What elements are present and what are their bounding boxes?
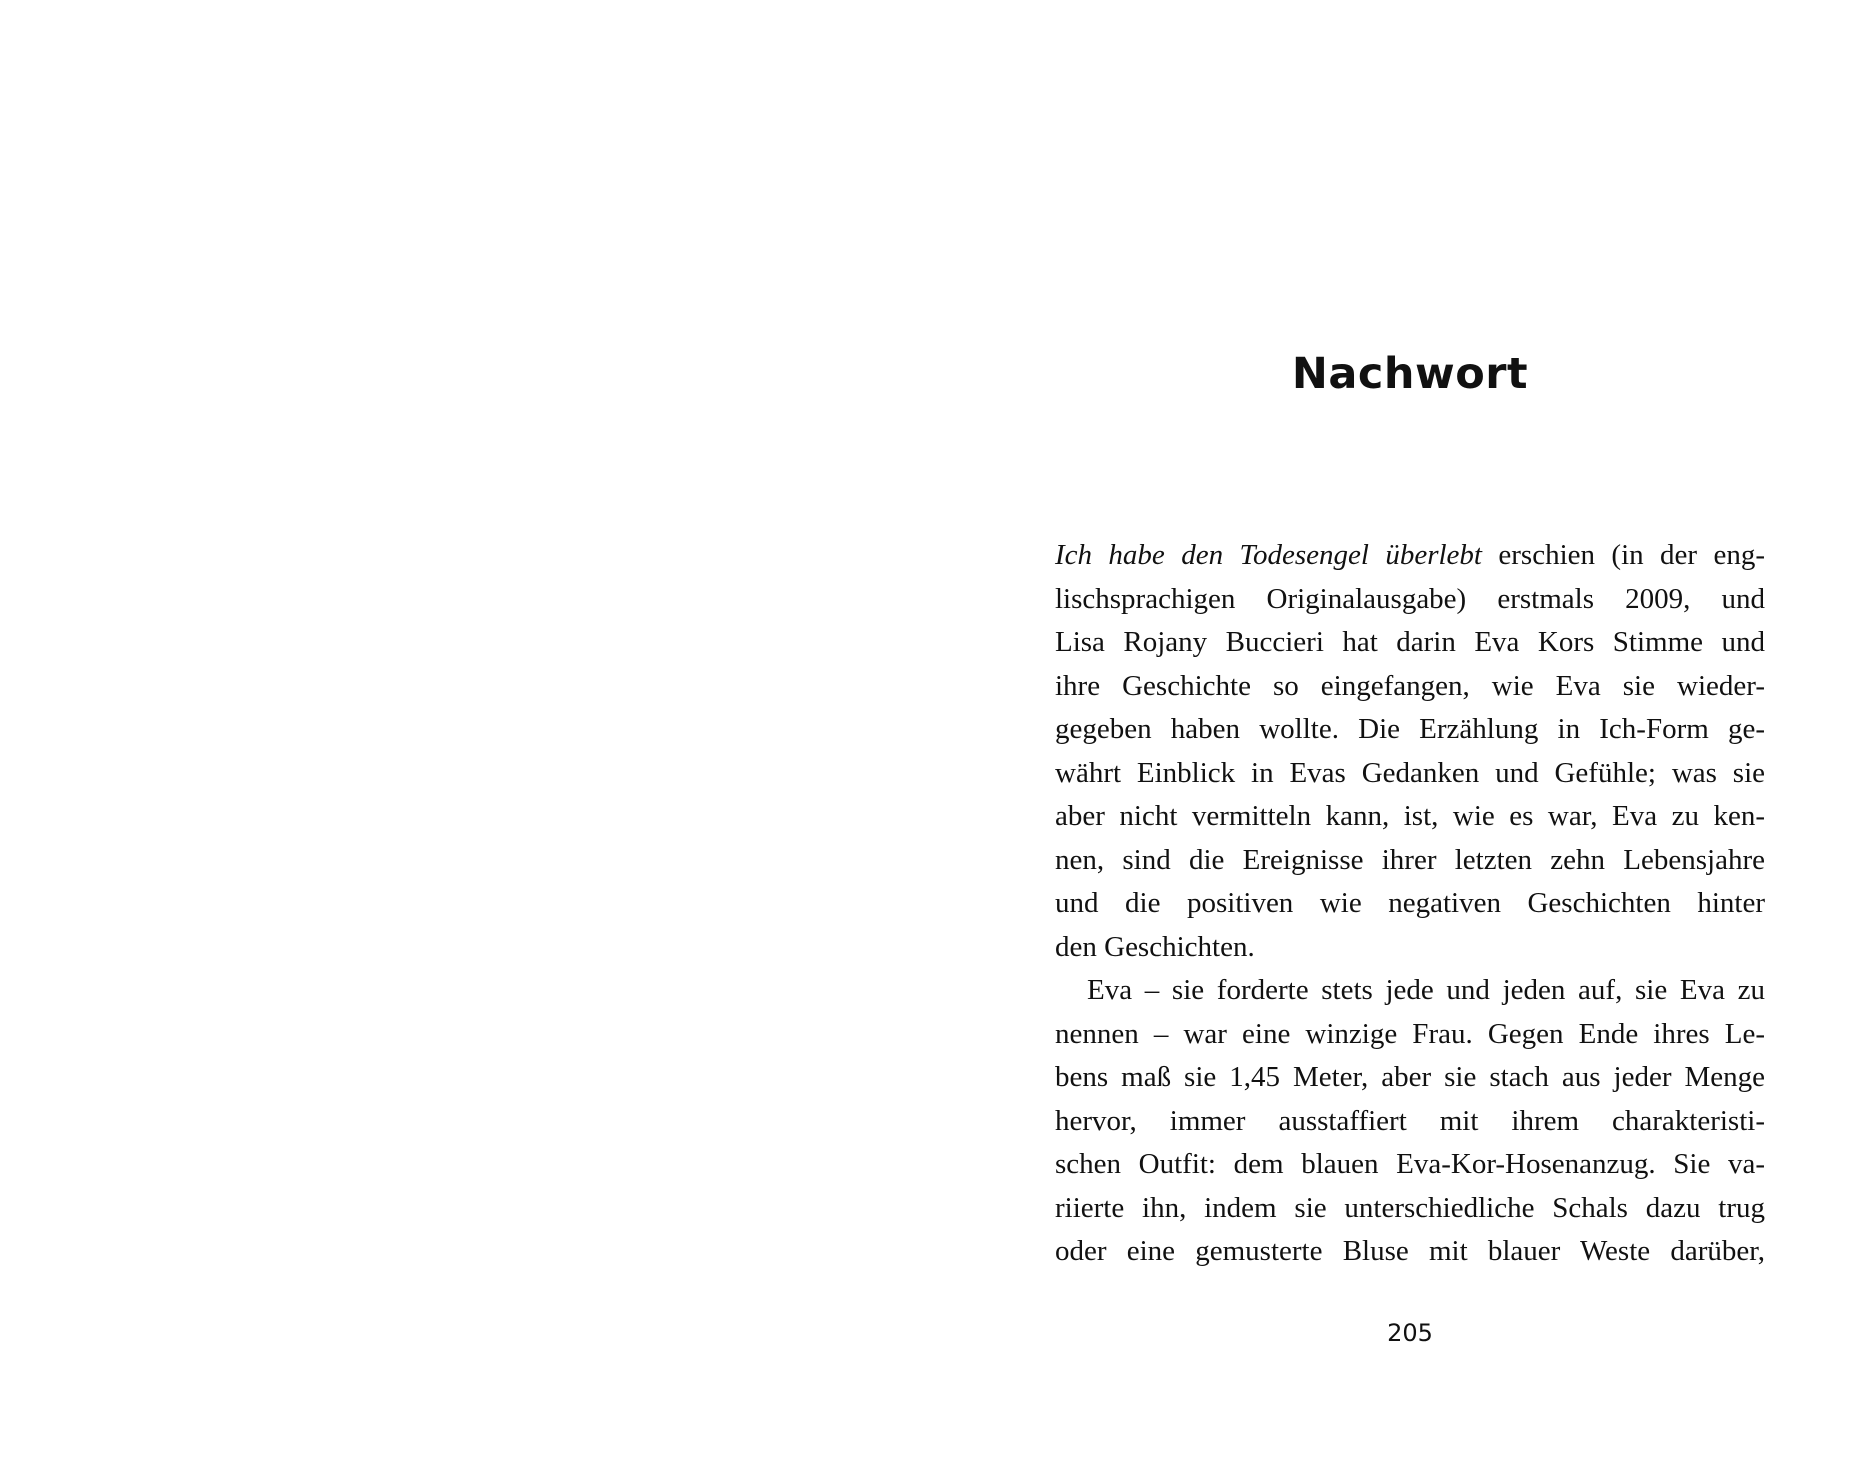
text-line: nennen – war eine winzige Frau. Gegen Ende ihres Le- <box>1055 1017 1765 1050</box>
text-line: bens maß sie 1,45 Meter, aber sie stach aus jeder Menge <box>1055 1061 1765 1093</box>
body-text <box>1055 534 1765 1274</box>
chapter-title: Nachwort <box>1291 349 1529 399</box>
book-title-italic: Ich habe den Todesengel überlebt <box>1055 539 1482 571</box>
text-line: lischsprachigen Originalausgabe) erstmals 2009, und <box>1055 582 1765 615</box>
left-page-blank <box>0 0 929 1473</box>
text-line: gegeben haben wollte. Die Erzählung in Ich-Form ge- <box>1055 713 1765 745</box>
text-line: hervor, immer ausstaffiert mit ihrem charakteristi- <box>1055 1104 1765 1137</box>
text-line: währt Einblick in Evas Gedanken und Gefühle; was sie <box>1055 756 1765 789</box>
text-line: und die positiven wie negativen Geschichten hinter <box>1055 887 1765 919</box>
text-line: Lisa Rojany Buccieri hat darin Eva Kors Stimme und <box>1055 626 1765 658</box>
text-line <box>1055 534 1765 578</box>
text-line: den Geschichten. <box>1055 930 1255 963</box>
text-line: Eva – sie forderte stets jede und jeden auf, sie Eva zu <box>1087 974 1765 1006</box>
text-line: nen, sind die Ereignisse ihrer letzten zehn Lebensjahre <box>1055 843 1765 876</box>
page-number: 205 <box>1387 1319 1433 1347</box>
text-line: aber nicht vermitteln kann, ist, wie es war, Eva zu ken- <box>1055 800 1765 832</box>
text-line: schen Outfit: dem blauen Eva-Kor-Hosenanzug. Sie va- <box>1055 1148 1765 1180</box>
text-line: riierte ihn, indem sie unterschiedliche Schals dazu trug <box>1055 1191 1765 1224</box>
text-line: ihre Geschichte so eingefangen, wie Eva sie wieder- <box>1055 669 1765 702</box>
text-line-rest: erschien (in der eng- <box>1481 539 1766 571</box>
text-line: oder eine gemusterte Bluse mit blauer Weste darüber, <box>1055 1235 1765 1267</box>
